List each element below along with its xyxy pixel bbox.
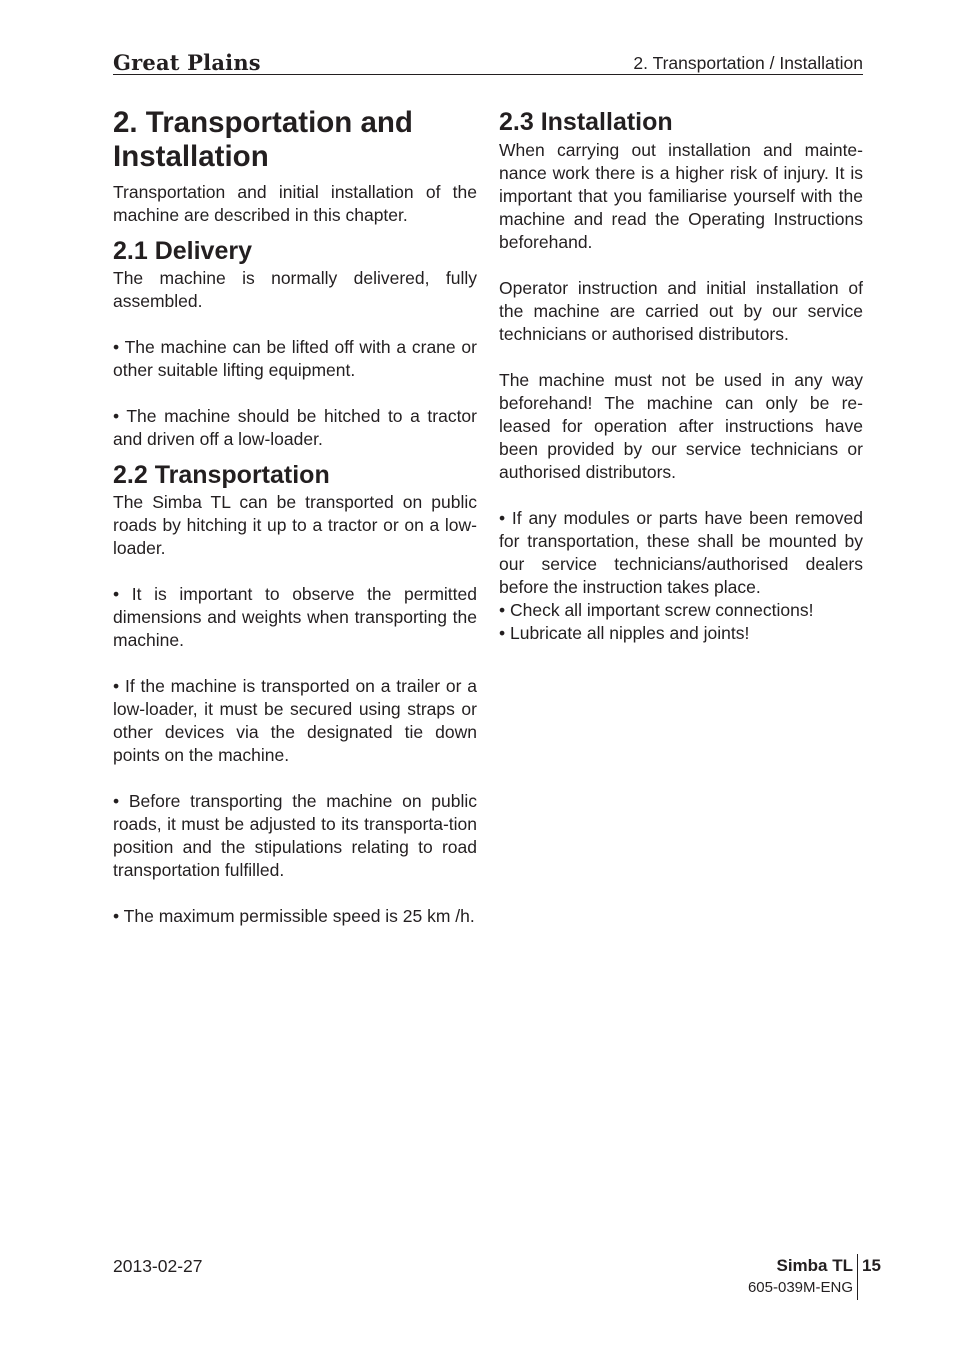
delivery-paragraph: • The machine should be hitched to a tractor and driven off a low-loader. [113, 406, 477, 449]
footer-model: Simba TL [776, 1256, 853, 1275]
delivery-heading: 2.1 Delivery [113, 237, 252, 265]
footer-doc-number: 605-039M-ENG [747, 1279, 853, 1296]
right-column [499, 106, 863, 645]
brand-logo: Great Plains [113, 50, 261, 75]
transportation-paragraph: • If the machine is transported on a trailer or a low-loader, it must be secured using straps or other devices via the designated tie down points on the machine. [113, 676, 477, 765]
left-column [113, 106, 477, 928]
header-rule [113, 74, 863, 75]
transportation-paragraph: The Simba TL can be transported on public roads by hitching it up to a tractor or on a low-loader. [113, 492, 477, 558]
installation-bullet: • Lubricate all nipples and joints! [499, 623, 750, 643]
running-header: 2. Transportation / Installation [633, 53, 863, 73]
installation-bullet: • Check all important screw connections! [499, 600, 814, 620]
installation-bullet: • If any modules or parts have been removed for transportation, these shall be mounted by our service technicians/authorised dealers before the instruction takes place. [499, 508, 863, 597]
installation-paragraph: When carrying out installation and mainte-nance work there is a higher risk of injury. It is important that you familiarise yourself with the machine and read the Operating Instructions beforehand. [499, 140, 863, 252]
installation-paragraph: The machine must not be used in any way beforehand! The machine can only be re-leased for operation after instructions have been provided by our service technicians or authorised distributors. [499, 370, 863, 482]
chapter-intro: Transportation and initial installation of the machine are described in this chapter. [113, 182, 477, 225]
page-number: 15 [862, 1256, 881, 1275]
footer-divider [857, 1254, 858, 1300]
installation-paragraph: Operator instruction and initial installation of the machine are carried out by our service technicians or authorised distributors. [499, 278, 863, 344]
delivery-paragraph: The machine is normally delivered, fully assembled. [113, 268, 477, 311]
delivery-paragraph: • The machine can be lifted off with a crane or other suitable lifting equipment. [113, 337, 477, 380]
transportation-paragraph: • The maximum permissible speed is 25 km /h. [113, 906, 475, 926]
footer-date: 2013-02-27 [113, 1256, 203, 1276]
transportation-paragraph: • Before transporting the machine on public roads, it must be adjusted to its transporta-tion position and the stipulations relating to road transportation fulfilled. [113, 791, 477, 880]
installation-heading: 2.3 Installation [499, 108, 673, 136]
transportation-heading: 2.2 Transportation [113, 461, 330, 489]
transportation-paragraph: • It is important to observe the permitted dimensions and weights when transporting the machine. [113, 584, 477, 650]
chapter-title: 2. Transportation and Installation [113, 106, 413, 173]
